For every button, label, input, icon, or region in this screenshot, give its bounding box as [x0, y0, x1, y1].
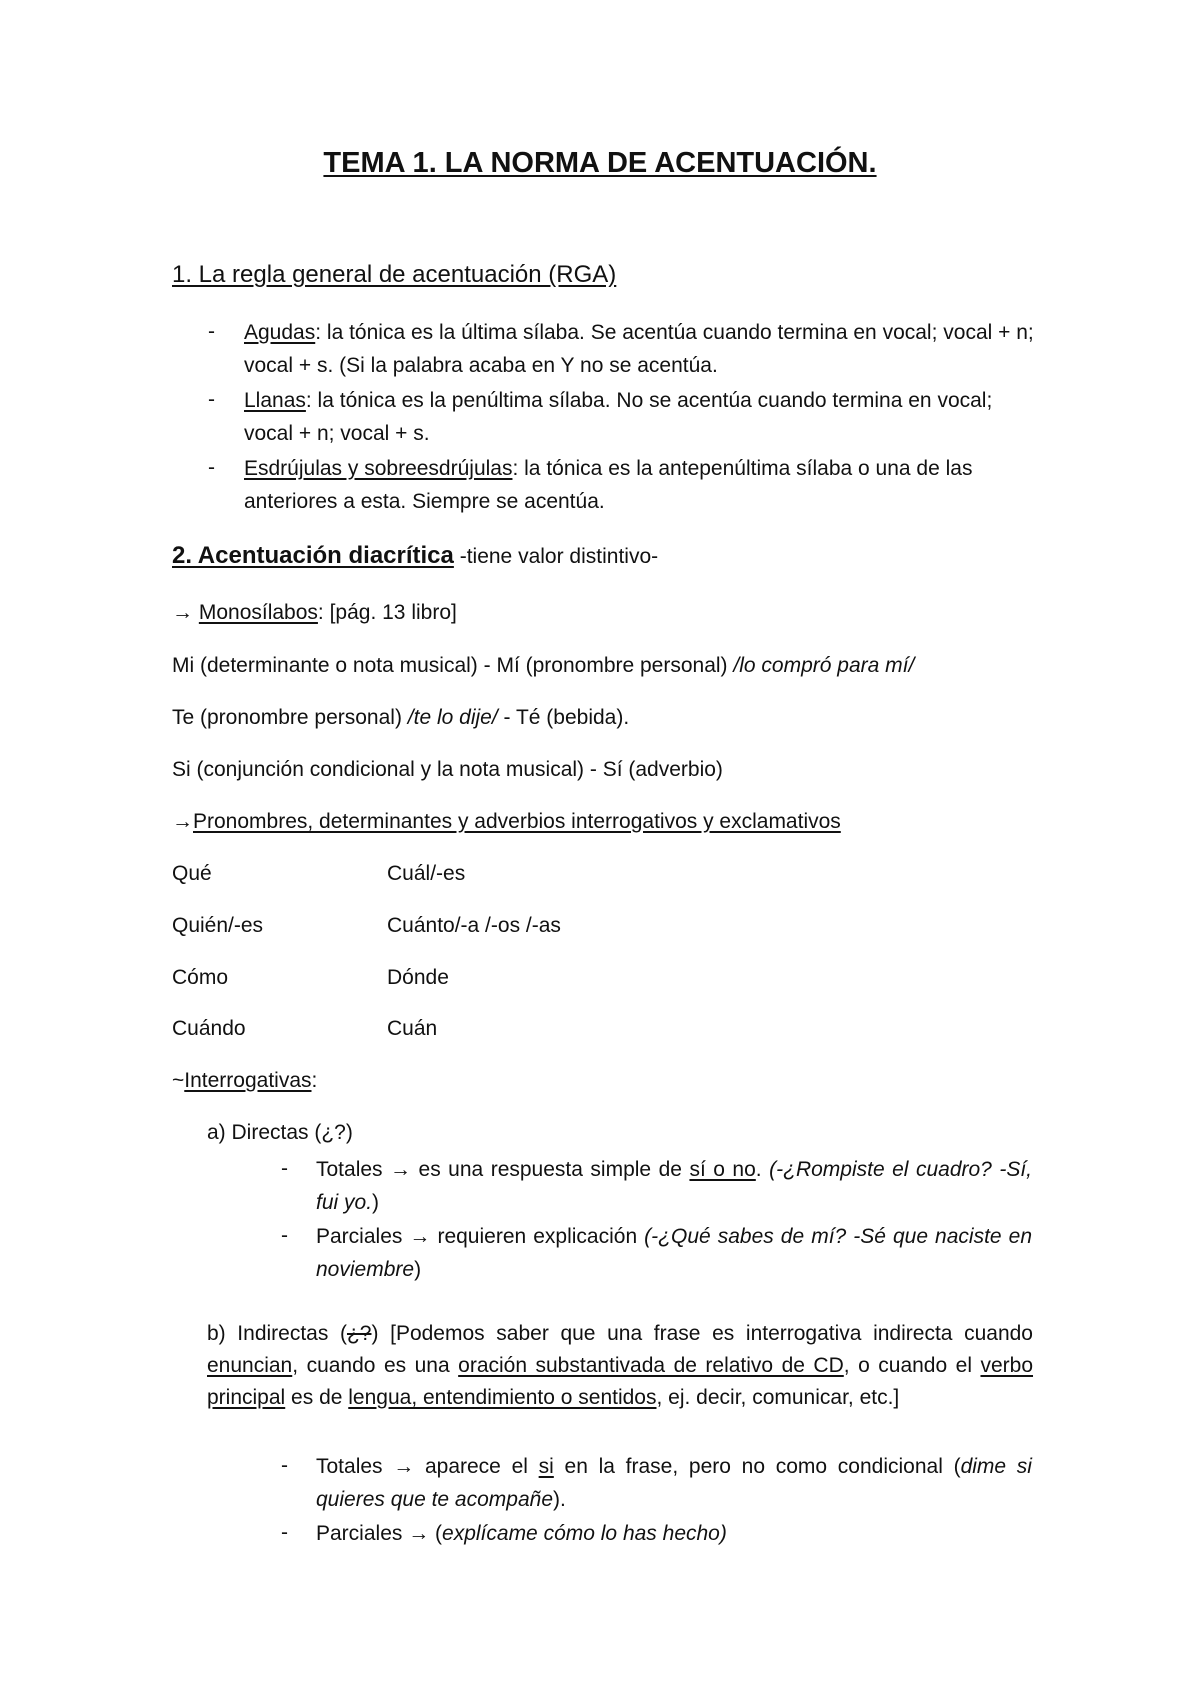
indirectas-totales-example: dime si quieres que te acompañe — [316, 1455, 1032, 1511]
llanas-text: : la tónica es la penúltima sílaba. No se acentúa cuando termina en vocal; vocal + n; vocal + s. — [244, 389, 993, 445]
agudas-text: : la tónica es la última sílaba. Se acentúa cuando termina en vocal; vocal + n; vocal + s. (Si la palabra acaba en Y no se acentúa. — [244, 321, 1034, 377]
indirectas-paragraph — [207, 1318, 1033, 1414]
directas-label: a) Directas (¿?) — [207, 1121, 353, 1144]
list-item-agudas — [244, 316, 1034, 382]
section-2-note: -tiene valor distintivo- — [453, 545, 659, 568]
directas-parciales-pre: Parciales → requieren explicación — [316, 1225, 645, 1248]
si-o-no: sí o no — [689, 1158, 756, 1181]
arrow-icon: → — [172, 601, 199, 624]
te-post: - Té (bebida). — [497, 706, 630, 729]
document-title: TEMA 1. LA NORMA DE ACENTUACIÓN. — [323, 147, 877, 179]
indirectas-parciales-pre: Parciales → ( — [316, 1522, 443, 1545]
indirectas-t3: , o cuando el — [843, 1354, 981, 1377]
list-bullet: - — [208, 388, 215, 411]
monosilabos-label: Monosílabos — [198, 601, 318, 624]
list-bullet: - — [208, 320, 215, 343]
list-bullet: - — [281, 1157, 288, 1180]
interrogativas-label: Interrogativas — [184, 1069, 312, 1092]
indirectas-parciales — [316, 1517, 1032, 1550]
directas-totales-pre: Totales → es una respuesta simple de — [316, 1158, 690, 1181]
indirectas-u4: lengua, entendimiento o sentidos — [348, 1386, 657, 1409]
indirectas-t4: es de — [285, 1386, 349, 1409]
interrogativas-suffix: : — [311, 1069, 318, 1092]
arrow-icon: → — [172, 810, 193, 833]
monosilabos-ref: : [pág. 13 libro] — [317, 601, 457, 624]
directas-totales-close: ) — [372, 1191, 380, 1214]
term-esdrujulas: Esdrújulas y sobreesdrújulas — [244, 457, 513, 480]
list-bullet: - — [281, 1521, 288, 1544]
indirectas-u3: verbo principal — [207, 1354, 1034, 1409]
mi-example: /lo compró para mí/ — [733, 654, 915, 677]
te-example: /te lo dije/ — [407, 706, 498, 729]
section-2-title: 2. Acentuación diacrítica — [172, 542, 454, 569]
indirectas-totales — [316, 1450, 1032, 1516]
section-2-heading — [172, 541, 658, 572]
indirectas-totales-post: en la frase, pero no como condicional ( — [553, 1455, 961, 1478]
indirectas-struck: ¿? — [346, 1322, 372, 1345]
indirectas-u1: enuncian — [207, 1354, 293, 1377]
list-bullet: - — [281, 1224, 288, 1247]
word-cual: Cuál/-es — [387, 862, 466, 885]
si-line: Si (conjunción condicional y la nota musical) - Sí (adverbio) — [172, 758, 723, 781]
list-bullet: - — [208, 456, 215, 479]
term-llanas: Llanas — [244, 389, 306, 412]
mi-line — [172, 651, 914, 681]
tilde-prefix: ~ — [172, 1069, 185, 1092]
directas-totales — [316, 1153, 1032, 1219]
te-pre: Te (pronombre personal) — [172, 706, 408, 729]
pronombres-line — [172, 807, 841, 837]
indirectas-t1: ) [Podemos saber que una frase es interrogativa indirecta cuando — [371, 1322, 1033, 1345]
indirectas-label: b) Indirectas ( — [207, 1322, 347, 1345]
indirectas-t5: , ej. decir, comunicar, etc.] — [656, 1386, 900, 1409]
indirectas-parciales-example: explícame cómo lo has hecho) — [442, 1522, 727, 1545]
word-como: Cómo — [172, 966, 229, 989]
monosilabos-line — [172, 598, 457, 628]
term-agudas: Agudas — [244, 321, 316, 344]
indirectas-t2: , cuando es una — [292, 1354, 459, 1377]
list-bullet: - — [281, 1454, 288, 1477]
directas-totales-post: . — [755, 1158, 770, 1181]
indirectas-totales-si: si — [538, 1455, 554, 1478]
te-line — [172, 703, 629, 733]
directas-parciales-example: (-¿Qué sabes de mí? -Sé que naciste en noviembre — [316, 1225, 1032, 1281]
directas-totales-example: (-¿Rompiste el cuadro? -Sí, fui yo. — [316, 1158, 1032, 1214]
word-donde: Dónde — [387, 966, 449, 989]
directas-parciales-close: ) — [414, 1258, 422, 1281]
word-quien: Quién/-es — [172, 914, 264, 937]
mi-text: Mi (determinante o nota musical) - Mí (pronombre personal) — [172, 654, 734, 677]
indirectas-totales-close: ). — [553, 1488, 566, 1511]
directas-parciales — [316, 1220, 1032, 1286]
esdrujulas-text: : la tónica es la antepenúltima sílaba o una de las anteriores a esta. Siempre se acentúa. — [244, 457, 973, 513]
word-cuando: Cuándo — [172, 1017, 246, 1040]
list-item-esdrujulas — [244, 452, 1034, 518]
word-que: Qué — [172, 862, 212, 885]
list-item-llanas — [244, 384, 1034, 450]
section-1-heading: 1. La regla general de acentuación (RGA) — [172, 261, 617, 288]
word-cuan: Cuán — [387, 1017, 438, 1040]
interrogativas-line — [172, 1066, 317, 1096]
indirectas-totales-pre: Totales → aparece el — [316, 1455, 539, 1478]
indirectas-u2: oración substantivada de relativo de CD — [458, 1354, 844, 1377]
pronombres-label: Pronombres, determinantes y adverbios interrogativos y exclamativos — [193, 810, 841, 833]
word-cuanto: Cuánto/-a /-os /-as — [387, 914, 561, 937]
